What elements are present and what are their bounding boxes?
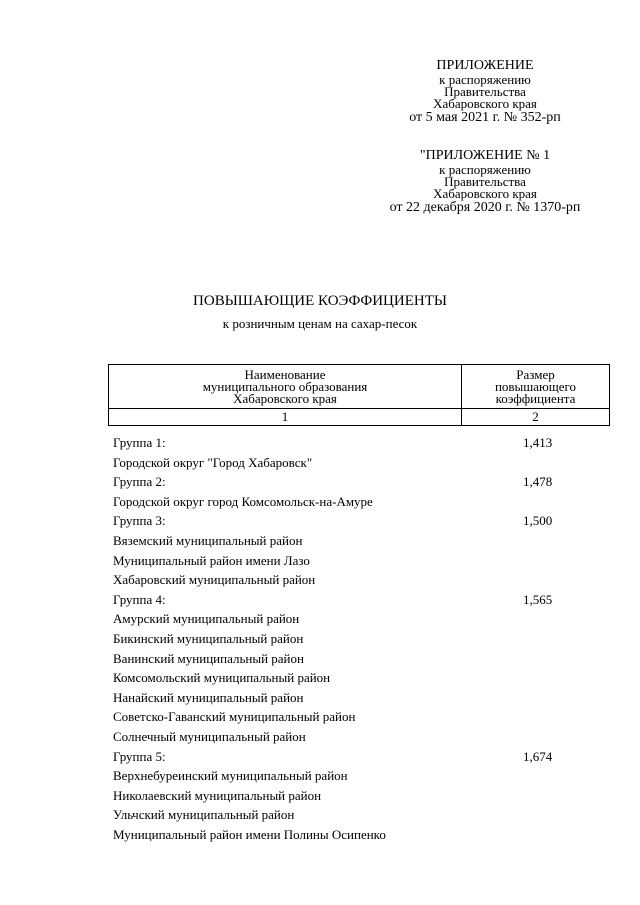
appendix-line: Хабаровского края xyxy=(433,96,537,111)
row-label: Солнечный муниципальный район xyxy=(113,728,306,744)
appendix-prev-header xyxy=(360,148,610,216)
table-row xyxy=(113,609,610,629)
appendix-prev-heading: "ПРИЛОЖЕНИЕ № 1 xyxy=(419,148,551,163)
table-row xyxy=(113,727,610,747)
row-label: Бикинский муниципальный район xyxy=(113,630,304,646)
table-row xyxy=(113,531,610,551)
row-label: Хабаровский муниципальный район xyxy=(113,572,316,588)
appendix-line: Правительства xyxy=(444,84,526,99)
row-coefficient: 1,674 xyxy=(523,748,553,764)
table-row xyxy=(113,453,610,473)
document-title: ПОВЫШАЮЩИЕ КОЭФФИЦИЕНТЫ xyxy=(193,293,447,309)
appendix-line: к распоряжению xyxy=(439,72,531,87)
table-row xyxy=(113,433,610,453)
column-header-coefficient: Размер повышающего коэффициента xyxy=(462,365,610,409)
table-row xyxy=(113,492,610,512)
row-label: Городской округ "Город Хабаровск" xyxy=(113,454,313,470)
coefficients-table-body xyxy=(113,433,610,844)
row-label: Группа 1: xyxy=(113,435,166,450)
row-label: Советско-Гаванский муниципальный район xyxy=(113,709,356,725)
table-row xyxy=(113,805,610,825)
table-row xyxy=(113,590,610,610)
row-label: Группа 4: xyxy=(113,591,166,607)
row-label: Нанайский муниципальный район xyxy=(113,689,304,705)
appendix-prev-date: от 22 декабря 2020 г. № 1370-рп xyxy=(389,200,581,215)
table-row xyxy=(113,668,610,688)
row-coefficient: 1,478 xyxy=(523,474,553,490)
table-row xyxy=(113,747,610,767)
row-label: Вяземский муниципальный район xyxy=(113,532,303,548)
appendix-date: от 5 мая 2021 г. № 352-рп xyxy=(409,110,561,125)
table-row xyxy=(113,825,610,845)
table-row xyxy=(113,707,610,727)
row-label: Группа 5: xyxy=(113,748,166,764)
table-row xyxy=(113,629,610,649)
row-label: Группа 2: xyxy=(113,474,166,490)
coefficients-table-header xyxy=(108,364,610,426)
row-label: Верхнебуреинский муниципальный район xyxy=(113,768,348,784)
table-row xyxy=(113,786,610,806)
row-label: Ванинский муниципальный район xyxy=(113,650,304,666)
row-label: Муниципальный район имени Полины Осипенко xyxy=(113,826,386,842)
document-subtitle: к розничным ценам на сахар-песок xyxy=(222,316,418,331)
appendix-prev-line: к распоряжению xyxy=(439,162,531,177)
row-label: Николаевский муниципальный район xyxy=(113,787,322,803)
row-label: Городской округ город Комсомольск-на-Амуре xyxy=(113,493,373,509)
table-row xyxy=(113,472,610,492)
row-label: Амурский муниципальный район xyxy=(113,611,300,627)
row-label: Группа 3: xyxy=(113,513,166,529)
row-coefficient: 1,500 xyxy=(523,513,553,529)
row-label: Муниципальный район имени Лазо xyxy=(113,552,310,568)
appendix-header xyxy=(360,58,610,126)
table-row xyxy=(113,649,610,669)
row-coefficient: 1,565 xyxy=(523,591,553,607)
column-number-2: 2 xyxy=(462,409,610,426)
appendix-heading: ПРИЛОЖЕНИЕ xyxy=(436,58,534,73)
table-row xyxy=(113,551,610,571)
appendix-prev-line: Хабаровского края xyxy=(433,186,537,201)
column-number-1: 1 xyxy=(109,409,462,426)
appendix-prev-line: Правительства xyxy=(444,174,526,189)
table-row xyxy=(113,688,610,708)
table-row xyxy=(113,766,610,786)
table-row xyxy=(113,511,610,531)
row-label: Ульчский муниципальный район xyxy=(113,807,295,823)
table-row xyxy=(113,570,610,590)
row-coefficient: 1,413 xyxy=(523,435,553,450)
column-header-name: Наименование муниципального образования Хабаровского края xyxy=(109,365,462,409)
row-label: Комсомольский муниципальный район xyxy=(113,670,331,686)
